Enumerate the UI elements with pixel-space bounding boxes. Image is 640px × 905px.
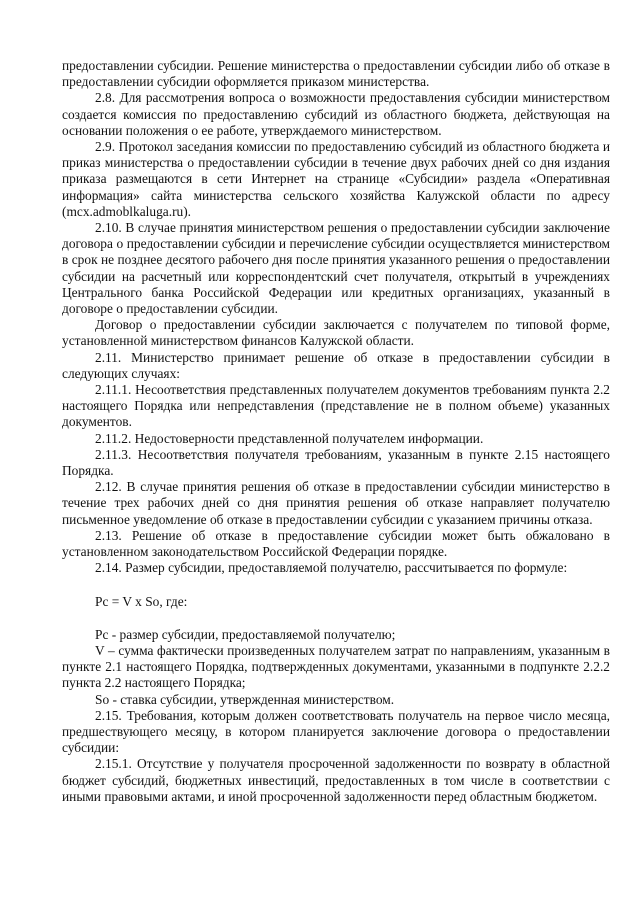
- paragraph-contract-form: Договор о предоставлении субсидии заключается с получателем по типовой форме, установленной министерством финансов Калужской области.: [62, 317, 610, 349]
- formula: Pc = V x So, где:: [95, 593, 188, 609]
- paragraph-2-11-3: 2.11.3. Несоответствия получателя требованиям, указанным в пункте 2.15 настоящего Порядка.: [62, 446, 610, 479]
- paragraph-2-13: 2.13. Решение об отказе в предоставление субсидии может быть обжаловано в установленном законодательством Российской Федерации порядке.: [62, 527, 610, 560]
- paragraph-2-8: 2.8. Для рассмотрения вопроса о возможности предоставления субсидии министерством создается комиссия по предоставлению субсидий из областного бюджета, действующая на основании положения о ее работе, утверждаемого министерством.: [62, 90, 610, 138]
- paragraph-2-11-2: 2.11.2. Недостоверности представленной получателем информации.: [95, 430, 484, 446]
- paragraph-2-10: 2.10. В случае принятия министерством решения о предоставлении субсидии заключение договора о предоставлении субсидии и перечисление субсидии осуществляется министерством в срок не позднее десятого рабочего дня после принятия указанного решения о предоставлении субсидии на расчетный или корреспондентский счет получателя, открытый в учреждениях Центрального банка Российской Федерации или кредитных организациях, указанный в договоре о предоставлении субсидии.: [62, 220, 610, 317]
- paragraph-2-14: 2.14. Размер субсидии, предоставляемой получателю, рассчитывается по формуле:: [95, 560, 568, 576]
- paragraph-2-12: 2.12. В случае принятия решения об отказе в предоставлении субсидии министерство в течение трех рабочих дней со дня принятия решения об отказе направляет получателю письменное уведомление об отказе в предоставлении субсидии с указанием причины отказа.: [62, 479, 610, 527]
- paragraph-2-15: 2.15. Требования, которым должен соответствовать получатель на первое число месяца, предшествующего месяцу, в котором планируется заключение договора о предоставлении субсидии:: [62, 707, 610, 756]
- paragraph-2-15-1: 2.15.1. Отсутствие у получателя просроченной задолженности по возврату в областной бюджет субсидий, бюджетных инвестиций, предоставленных в том числе в соответствии с иными правовыми актами, и иной просроченной задолженности перед областным бюджетом.: [62, 756, 610, 804]
- paragraph-2-11: 2.11. Министерство принимает решение об отказе в предоставлении субсидии в следующих случаях:: [62, 349, 610, 381]
- formula-term-v: V – сумма фактически произведенных получателем затрат по направлениям, указанным в пункте 2.1 настоящего Порядка, подтвержденных документами, указанными в подпункте 2.2.2 пункта 2.2 настоящего Порядка;: [62, 642, 610, 691]
- document-page: [62, 58, 610, 805]
- paragraph-2-9: 2.9. Протокол заседания комиссии по предоставлению субсидий из областного бюджета и приказ министерства о предоставлении субсидии в течение двух рабочих дней со дня издания приказа размещаются в сети Интернет на странице «Субсидии» раздела «Оперативная информация» сайта министерства сельского хозяйства Калужской области по адресу (mcx.admoblkaluga.ru).: [62, 139, 610, 219]
- formula-term-so: So - ставка субсидии, утвержденная министерством.: [95, 691, 395, 707]
- formula-term-pc: Pc - размер субсидии, предоставляемой получателю;: [95, 626, 396, 642]
- paragraph-2-11-1: 2.11.1. Несоответствия представленных получателем документов требованиям пункта 2.2 настоящего Порядка или непредставления (представление не в полном объеме) указанных документов.: [62, 382, 610, 430]
- paragraph-continuation: предоставлении субсидии. Решение министерства о предоставлении субсидии либо об отказе в предоставлении субсидии оформляется приказом министерства.: [62, 58, 610, 90]
